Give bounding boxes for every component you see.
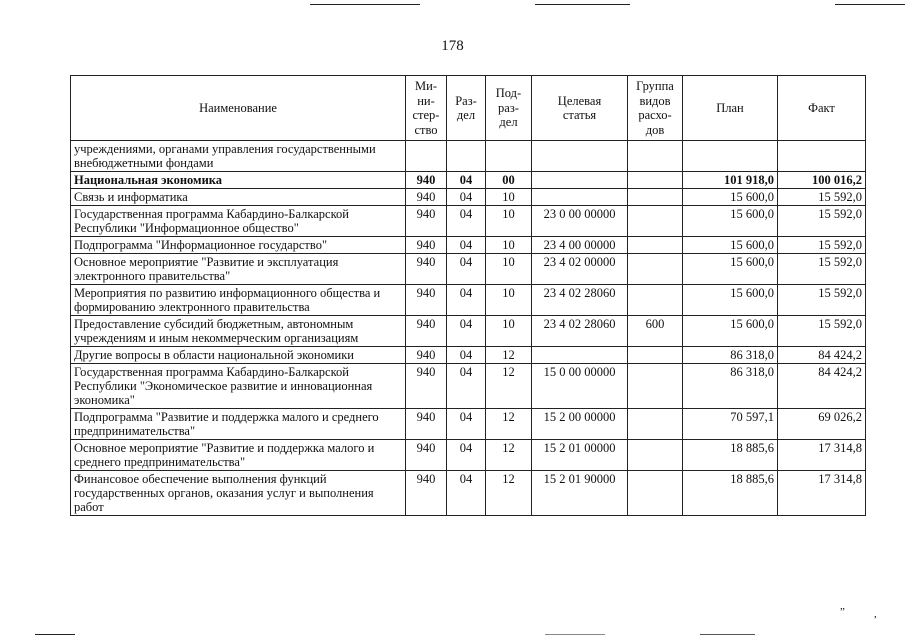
bottom-scan-line xyxy=(35,634,75,635)
header-group: Группа видов расхо- дов xyxy=(628,76,683,141)
cell-name: Связь и информатика xyxy=(71,189,406,206)
cell-subsection: 12 xyxy=(486,409,532,440)
cell-section: 04 xyxy=(447,316,486,347)
cell-target xyxy=(532,347,628,364)
cell-group xyxy=(628,364,683,409)
top-scan-line xyxy=(310,4,420,5)
cell-plan: 15 600,0 xyxy=(683,316,778,347)
cell-name: Предоставление субсидий бюджетным, автономным учреждениям и иным некоммерческим организациям xyxy=(71,316,406,347)
cell-subsection: 00 xyxy=(486,172,532,189)
cell-ministry: 940 xyxy=(406,254,447,285)
table-body xyxy=(71,141,866,516)
header-ministry: Ми- ни- стер- ство xyxy=(406,76,447,141)
cell-ministry: 940 xyxy=(406,172,447,189)
cell-ministry: 940 xyxy=(406,237,447,254)
page-number: 178 xyxy=(441,38,464,54)
cell-fact: 15 592,0 xyxy=(778,237,866,254)
header-subsection: Под- раз- дел xyxy=(486,76,532,141)
header-fact: Факт xyxy=(778,76,866,141)
cell-ministry: 940 xyxy=(406,440,447,471)
cell-subsection: 12 xyxy=(486,364,532,409)
bottom-scan-line xyxy=(545,634,605,635)
cell-name: Мероприятия по развитию информационного общества и формированию электронного правительства xyxy=(71,285,406,316)
cell-target: 15 2 00 00000 xyxy=(532,409,628,440)
table-row xyxy=(71,471,866,516)
cell-name: Подпрограмма "Развитие и поддержка малого и среднего предпринимательства" xyxy=(71,409,406,440)
cell-target: 23 4 02 28060 xyxy=(532,285,628,316)
cell-fact: 15 592,0 xyxy=(778,206,866,237)
cell-plan: 70 597,1 xyxy=(683,409,778,440)
cell-name: Основное мероприятие "Развитие и поддержка малого и среднего предпринимательства" xyxy=(71,440,406,471)
cell-target: 15 0 00 00000 xyxy=(532,364,628,409)
scan-mark: , xyxy=(874,608,877,620)
cell-group xyxy=(628,285,683,316)
cell-group xyxy=(628,172,683,189)
cell-section: 04 xyxy=(447,206,486,237)
cell-subsection xyxy=(486,141,532,172)
top-scan-line xyxy=(835,4,905,5)
cell-name: Финансовое обеспечение выполнения функций государственных органов, оказания услуг и выполнения работ xyxy=(71,471,406,516)
cell-section: 04 xyxy=(447,471,486,516)
cell-ministry: 940 xyxy=(406,285,447,316)
scan-mark: ” xyxy=(840,606,845,618)
cell-target: 15 2 01 00000 xyxy=(532,440,628,471)
top-scan-line xyxy=(535,4,630,5)
cell-fact: 100 016,2 xyxy=(778,172,866,189)
table-header-row xyxy=(71,76,866,141)
cell-section: 04 xyxy=(447,254,486,285)
cell-group xyxy=(628,189,683,206)
cell-fact: 17 314,8 xyxy=(778,471,866,516)
table-row xyxy=(71,347,866,364)
cell-group xyxy=(628,409,683,440)
cell-ministry: 940 xyxy=(406,189,447,206)
table-row xyxy=(71,237,866,254)
cell-section xyxy=(447,141,486,172)
cell-subsection: 12 xyxy=(486,440,532,471)
table-row xyxy=(71,409,866,440)
cell-fact: 15 592,0 xyxy=(778,254,866,285)
cell-fact: 15 592,0 xyxy=(778,189,866,206)
cell-ministry: 940 xyxy=(406,206,447,237)
table-row xyxy=(71,141,866,172)
cell-subsection: 10 xyxy=(486,285,532,316)
cell-name: Государственная программа Кабардино-Балкарской Республики "Экономическое развитие и инновационная экономика" xyxy=(71,364,406,409)
cell-target: 23 0 00 00000 xyxy=(532,206,628,237)
table-row xyxy=(71,316,866,347)
cell-section: 04 xyxy=(447,347,486,364)
cell-subsection: 12 xyxy=(486,347,532,364)
cell-fact: 84 424,2 xyxy=(778,347,866,364)
cell-section: 04 xyxy=(447,172,486,189)
cell-group xyxy=(628,141,683,172)
cell-name: Другие вопросы в области национальной экономики xyxy=(71,347,406,364)
cell-subsection: 10 xyxy=(486,254,532,285)
cell-group xyxy=(628,347,683,364)
table-row xyxy=(71,254,866,285)
cell-fact xyxy=(778,141,866,172)
cell-group xyxy=(628,237,683,254)
cell-fact: 15 592,0 xyxy=(778,316,866,347)
table-row xyxy=(71,189,866,206)
header-target: Целевая статья xyxy=(532,76,628,141)
cell-plan: 15 600,0 xyxy=(683,237,778,254)
cell-name: Подпрограмма "Информационное государство" xyxy=(71,237,406,254)
budget-table xyxy=(70,75,866,516)
cell-fact: 84 424,2 xyxy=(778,364,866,409)
cell-section: 04 xyxy=(447,285,486,316)
cell-plan xyxy=(683,141,778,172)
header-name: Наименование xyxy=(71,76,406,141)
cell-group xyxy=(628,254,683,285)
cell-section: 04 xyxy=(447,440,486,471)
cell-plan: 18 885,6 xyxy=(683,471,778,516)
cell-target xyxy=(532,189,628,206)
cell-section: 04 xyxy=(447,364,486,409)
cell-group xyxy=(628,206,683,237)
cell-name: Государственная программа Кабардино-Балкарской Республики "Информационное общество" xyxy=(71,206,406,237)
header-section: Раз- дел xyxy=(447,76,486,141)
cell-group xyxy=(628,440,683,471)
cell-plan: 86 318,0 xyxy=(683,347,778,364)
cell-subsection: 10 xyxy=(486,237,532,254)
cell-subsection: 10 xyxy=(486,206,532,237)
cell-plan: 15 600,0 xyxy=(683,285,778,316)
cell-group: 600 xyxy=(628,316,683,347)
table-row xyxy=(71,172,866,189)
header-plan: План xyxy=(683,76,778,141)
table-row xyxy=(71,440,866,471)
cell-plan: 15 600,0 xyxy=(683,254,778,285)
cell-target: 23 4 02 00000 xyxy=(532,254,628,285)
cell-plan: 15 600,0 xyxy=(683,206,778,237)
cell-target xyxy=(532,172,628,189)
cell-name: Основное мероприятие "Развитие и эксплуатация электронного правительства" xyxy=(71,254,406,285)
table-row xyxy=(71,364,866,409)
cell-target: 15 2 01 90000 xyxy=(532,471,628,516)
cell-ministry: 940 xyxy=(406,316,447,347)
cell-section: 04 xyxy=(447,409,486,440)
cell-subsection: 10 xyxy=(486,189,532,206)
cell-ministry xyxy=(406,141,447,172)
cell-fact: 17 314,8 xyxy=(778,440,866,471)
cell-fact: 15 592,0 xyxy=(778,285,866,316)
cell-target: 23 4 02 28060 xyxy=(532,316,628,347)
cell-subsection: 12 xyxy=(486,471,532,516)
table-row xyxy=(71,206,866,237)
table-row xyxy=(71,285,866,316)
cell-ministry: 940 xyxy=(406,364,447,409)
cell-group xyxy=(628,471,683,516)
cell-ministry: 940 xyxy=(406,347,447,364)
cell-section: 04 xyxy=(447,189,486,206)
cell-ministry: 940 xyxy=(406,471,447,516)
cell-target xyxy=(532,141,628,172)
cell-ministry: 940 xyxy=(406,409,447,440)
cell-plan: 15 600,0 xyxy=(683,189,778,206)
cell-name: учреждениями, органами управления государственными внебюджетными фондами xyxy=(71,141,406,172)
cell-target: 23 4 00 00000 xyxy=(532,237,628,254)
cell-section: 04 xyxy=(447,237,486,254)
cell-subsection: 10 xyxy=(486,316,532,347)
cell-plan: 86 318,0 xyxy=(683,364,778,409)
cell-name: Национальная экономика xyxy=(71,172,406,189)
cell-fact: 69 026,2 xyxy=(778,409,866,440)
cell-plan: 101 918,0 xyxy=(683,172,778,189)
bottom-scan-line xyxy=(700,634,755,635)
cell-plan: 18 885,6 xyxy=(683,440,778,471)
